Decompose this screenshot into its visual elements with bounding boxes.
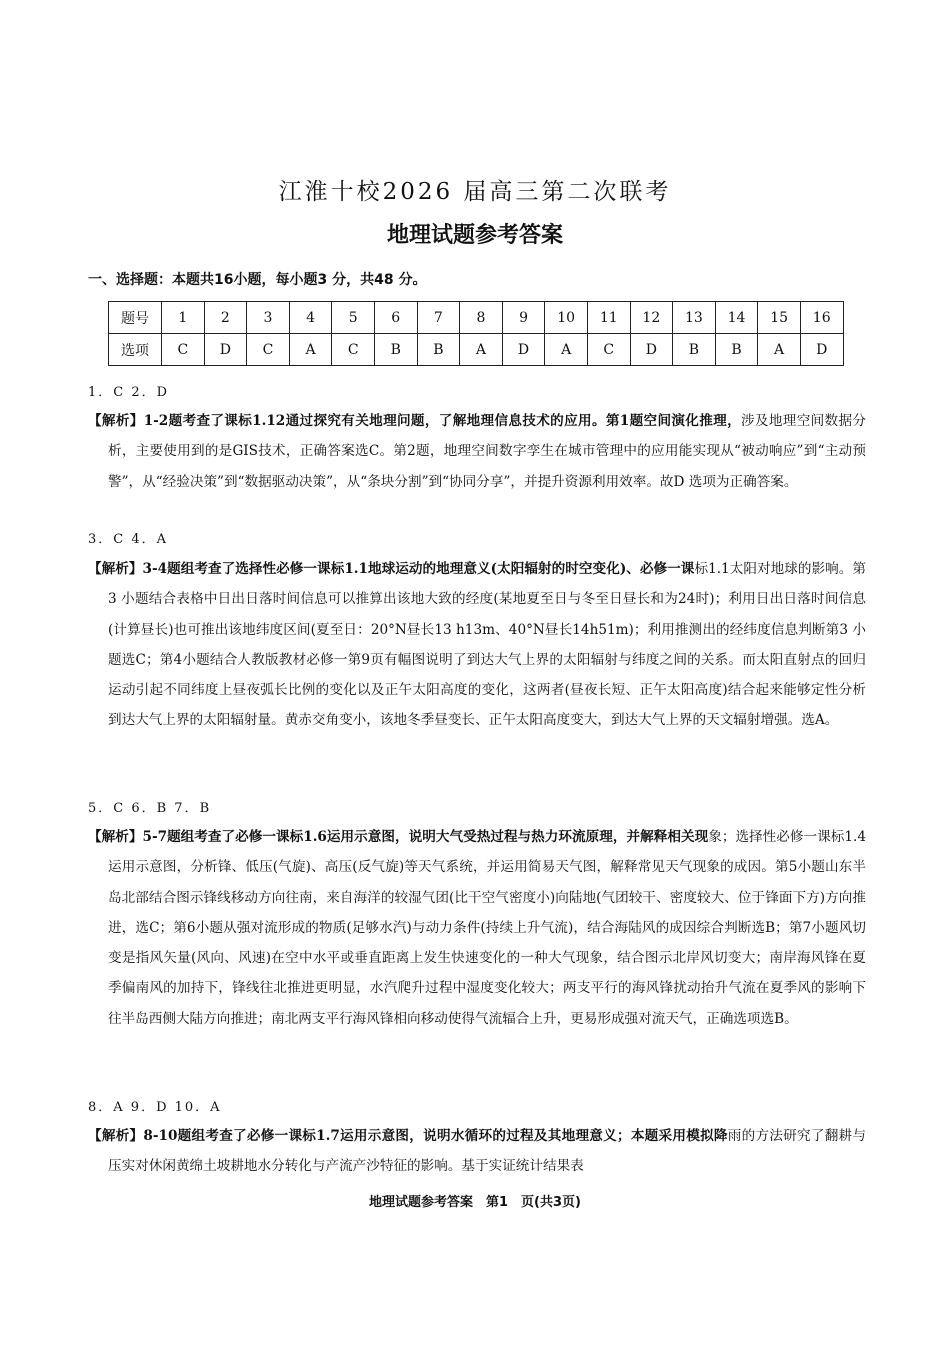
explanation-text: 象；选择性必修一课标1.4运用示意图，分析锋、低压(气旋)、高压(反气旋)等天气系统，并运用简易天气图，解释常见天气现象的成因。第5小题山东半岛北部结合图示锋线移动方向往南，来自海洋的较湿气团(比干空气密度小)向陆地(气团较干、密度较大、位于锋面下方)方向推进，选C；第6小题从强对流形成的物质(足够水汽)与动力条件(持续上升气流)，结合海陆风的成因综合判断选B；第7小题风切变是指风矢量(风向、风速)在空中水平或垂直距离上发生快速变化的一种大气现象，结合图示北岸风切变大；南岸海风锋在夏季偏南风的加持下，锋线往北推进更明显，水汽爬升过程中湿度变化较大；两支平行的海风锋扰动抬升气流在夏季风的影响下往半岛西侧大陆方向推进；南北两支平行海风锋相向移动使得气流辐合上升，更易形成强对流天气，正确选项选B。 — [108, 829, 866, 1027]
question-number: 15 — [758, 302, 801, 334]
explanation-lead: 3-4题组考查了选择性必修一课标1.1地球运动的地理意义(太阳辐射的时空变化)、必修一课 — [142, 561, 695, 577]
answer-cell: C — [587, 334, 630, 366]
question-number: 6 — [374, 302, 417, 334]
answer-cell: A — [545, 334, 588, 366]
question-number: 5 — [332, 302, 375, 334]
answer-cell: D — [502, 334, 545, 366]
answer-line: 8．A 9．D 10．A — [88, 1100, 222, 1115]
question-number: 2 — [204, 302, 247, 334]
question-number-row — [109, 302, 844, 334]
explanation-paragraph — [88, 822, 866, 1034]
explanation-paragraph — [88, 1121, 867, 1182]
page-footer: 地理试题参考答案 第1 页(共3页) — [369, 1195, 581, 1210]
explanation-lead: 5-7题组考查了必修一课标1.6运用示意图，说明大气受热过程与热力环流原理，并解释相关现 — [142, 829, 709, 845]
section-heading: 一、选择题：本题共16小题，每小题3 分，共48 分。 — [88, 272, 427, 288]
row-label: 题号 — [109, 302, 162, 334]
explanation-text: 标1.1太阳对地球的影响。第3 小题结合表格中日出日落时间信息可以推算出该地大致的经度(某地夏至日与冬至日昼长和为24时)；利用日出日落时间信息(计算昼长)也可推出该地纬度区间(夏至日：20°N昼长13 h13m、40°N昼长14h51m)；利用推测出的经纬度信息判断第3 小题选C；第4小题结合人教版教材必修一第9页有幅图说明了到达大气上界的太阳辐射与纬度之间的关系。而太阳直射点的回归运动引起不同纬度上昼夜弧长比例的变化以及正午太阳高度的变化，这两者(昼夜长短、正午太阳高度)结合起来能够定性分析到达大气上界的太阳辐射量。黄赤交角变小，该地冬季昼变长、正午太阳高度变大，到达大气上界的天文辐射增强。选A。 — [108, 561, 867, 729]
answer-cell: A — [758, 334, 801, 366]
question-number: 4 — [289, 302, 332, 334]
question-number: 11 — [587, 302, 630, 334]
answer-cell: B — [374, 334, 417, 366]
explanation-lead: 8-10题组考查了必修一课标1.7运用示意图，说明水循环的过程及其地理意义；本题采用模拟降 — [143, 1128, 728, 1144]
answer-cell: A — [289, 334, 332, 366]
row-label: 选项 — [109, 334, 162, 366]
answer-cell: B — [417, 334, 460, 366]
answer-cell: A — [460, 334, 503, 366]
question-number: 8 — [460, 302, 503, 334]
answer-cell: D — [630, 334, 673, 366]
answer-row — [109, 334, 844, 366]
answer-cell: D — [204, 334, 247, 366]
answer-cell: B — [673, 334, 716, 366]
question-number: 14 — [715, 302, 758, 334]
answer-cell: C — [332, 334, 375, 366]
answer-cell: B — [715, 334, 758, 366]
question-number: 10 — [545, 302, 588, 334]
answer-key-title: 地理试题参考答案 — [386, 223, 563, 248]
question-number: 1 — [162, 302, 205, 334]
question-number: 12 — [630, 302, 673, 334]
answer-cell: C — [162, 334, 205, 366]
question-number: 9 — [502, 302, 545, 334]
answer-table — [108, 301, 844, 366]
question-number: 13 — [673, 302, 716, 334]
explanation-paragraph — [88, 554, 867, 736]
answer-line: 5．C 6．B 7．B — [88, 801, 212, 816]
explanation-label: 【解析】 — [88, 413, 144, 429]
exam-title: 江淮十校2026 届高三第二次联考 — [278, 179, 672, 205]
explanation-label: 【解析】 — [88, 1128, 144, 1144]
answer-cell: D — [800, 334, 843, 366]
answer-line: 1．C 2．D — [88, 385, 170, 400]
explanation-paragraph — [88, 406, 866, 497]
question-number: 7 — [417, 302, 460, 334]
question-number: 3 — [247, 302, 290, 334]
question-number: 16 — [800, 302, 843, 334]
answer-line: 3．C 4．A — [88, 532, 169, 547]
explanation-lead: 1-2题考查了课标1.12通过探究有关地理问题，了解地理信息技术的应用。第1题空间演化推理， — [143, 413, 741, 429]
explanation-label: 【解析】 — [88, 829, 143, 845]
answer-cell: C — [247, 334, 290, 366]
explanation-text: 雨的方法研究了翻耕与压实对休闲黄绵土坡耕地水分转化与产流产沙特征的影响。基于实证统计结果表 — [108, 1128, 867, 1175]
explanation-label: 【解析】 — [88, 561, 143, 577]
explanation-text: 涉及地理空间数据分析，主要使用到的是GIS技术，正确答案选C。第2题，地理空间数字孪生在城市管理中的应用能实现从“被动响应”到“主动预警”，从“经验决策”到“数据驱动决策”，从“条块分割”到“协同分享”，并提升资源利用效率。故D 选项为正确答案。 — [108, 413, 866, 490]
